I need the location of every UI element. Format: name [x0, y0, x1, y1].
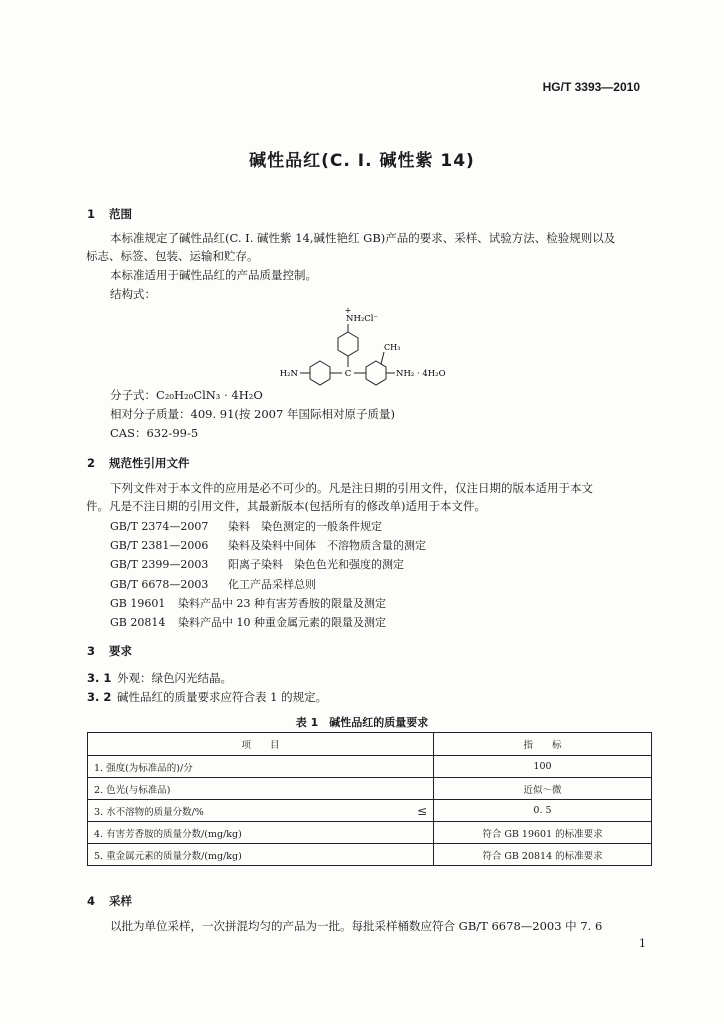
benzene-ring-right: [366, 361, 386, 385]
clause-text: 外观：绿色闪光结晶。: [117, 671, 232, 685]
clause-3-2: [87, 688, 327, 706]
reference-title: 染料产品中 23 种有害芳香胺的限量及测定: [178, 597, 386, 610]
paragraph: 件。凡是不注日期的引用文件，其最新版本(包括所有的修改单)适用于本文件。: [86, 499, 486, 513]
row-value: 近似～微: [434, 778, 652, 800]
table-row: [88, 822, 652, 844]
paragraph: 标志、标签、包装、运输和贮存。: [86, 249, 259, 263]
table-row: [88, 800, 652, 822]
reference-item: [110, 556, 404, 572]
paragraph: 本标准适用于碱性品红的产品质量控制。: [110, 268, 317, 282]
reference-item: [110, 614, 386, 630]
table-header-row: [88, 733, 652, 756]
table-row: [88, 756, 652, 778]
row-item: 3. 水不溶物的质量分数/%: [88, 800, 402, 822]
page-number: 1: [639, 937, 646, 950]
reference-code: GB 20814: [110, 616, 166, 629]
header-value: 指 标: [434, 733, 652, 756]
paragraph: 以批为单位采样，一次拼混均匀的产品为一批。每批采样桶数应符合 GB/T 6678—2003 中 7. 6: [110, 919, 603, 933]
section-number: 1: [87, 207, 96, 221]
molecular-formula: 分子式：C₂₀H₂₀ClN₃ · 4H₂O: [110, 388, 263, 402]
row-symbol: [401, 844, 434, 866]
clause-number: 3. 1: [87, 671, 112, 685]
right-amine-group: NH₂ · 4H₂O: [396, 369, 446, 379]
reference-item: [110, 595, 386, 611]
row-value: 符合 GB 20814 的标准要求: [434, 844, 652, 866]
section-number: 2: [87, 456, 96, 470]
section-3-heading: [87, 643, 132, 659]
methyl-group: CH₃: [384, 343, 401, 352]
section-number: 4: [87, 894, 96, 908]
reference-title: 染料 染色测定的一般条件规定: [228, 520, 382, 533]
reference-code: GB 19601: [110, 597, 166, 610]
reference-code: GB/T 2374—2007: [110, 520, 209, 533]
structure-diagram: [280, 305, 480, 395]
reference-code: GB/T 6678—2003: [110, 578, 209, 591]
reference-item: [110, 576, 316, 592]
row-symbol: [401, 778, 434, 800]
clause-number: 3. 2: [87, 690, 112, 704]
plus-sign: +: [344, 306, 352, 315]
center-carbon: C: [344, 369, 352, 379]
molecular-mass: 相对分子质量：409. 91(按 2007 年国际相对原子质量): [110, 407, 395, 421]
reference-title: 化工产品采样总则: [228, 578, 316, 591]
section-title: 要求: [109, 644, 132, 658]
clause-3-1: [87, 669, 232, 687]
row-symbol: ≤: [401, 800, 434, 822]
row-symbol: [401, 756, 434, 778]
table-row: [88, 778, 652, 800]
left-amine-group: H₂N: [280, 369, 298, 379]
row-value: 100: [434, 756, 652, 778]
row-item: 2. 色光(与标准品): [88, 778, 402, 800]
benzene-ring-top: [338, 332, 358, 356]
section-2-heading: [87, 455, 190, 471]
reference-code: GB/T 2399—2003: [110, 558, 209, 571]
table-row: [88, 844, 652, 866]
paragraph: 下列文件对于本文件的应用是必不可少的。凡是注日期的引用文件，仅注日期的版本适用于本文: [110, 481, 593, 495]
section-title: 规范性引用文件: [109, 456, 190, 470]
paragraph: 本标准规定了碱性品红(C. I. 碱性紫 14,碱性艳红 GB)产品的要求、采样、试验方法、检验规则以及: [110, 231, 616, 245]
reference-title: 阳离子染料 染色色光和强度的测定: [228, 558, 404, 571]
reference-title: 染料产品中 10 种重金属元素的限量及测定: [178, 616, 386, 629]
header-item: 项 目: [88, 733, 434, 756]
section-title: 范围: [109, 207, 132, 221]
benzene-ring-left: [310, 361, 330, 385]
reference-item: [110, 537, 426, 553]
cas-number: CAS：632-99-5: [110, 426, 199, 440]
table-caption: 表 1 碱性品红的质量要求: [295, 716, 429, 729]
paragraph: 结构式：: [110, 287, 156, 301]
section-1-heading: [87, 206, 132, 222]
section-4-heading: [87, 893, 132, 909]
reference-item: [110, 518, 382, 534]
row-item: 4. 有害芳香胺的质量分数/(mg/kg): [88, 822, 402, 844]
clause-text: 碱性品红的质量要求应符合表 1 的规定。: [117, 690, 328, 704]
page-title: 碱性品红(C. I. 碱性紫 14): [249, 151, 475, 171]
section-number: 3: [87, 644, 96, 658]
row-value: 符合 GB 19601 的标准要求: [434, 822, 652, 844]
row-value: 0. 5: [434, 800, 652, 822]
row-item: 5. 重金属元素的质量分数/(mg/kg): [88, 844, 402, 866]
top-amine-group: NH₂Cl⁻: [346, 314, 378, 324]
quality-table: [87, 732, 652, 866]
standard-code: HG/T 3393—2010: [542, 80, 640, 94]
row-symbol: [401, 822, 434, 844]
reference-title: 染料及染料中间体 不溶物质含量的测定: [228, 539, 426, 552]
row-item: 1. 强度(为标准品的)/分: [88, 756, 402, 778]
section-title: 采样: [109, 894, 132, 908]
reference-code: GB/T 2381—2006: [110, 539, 209, 552]
